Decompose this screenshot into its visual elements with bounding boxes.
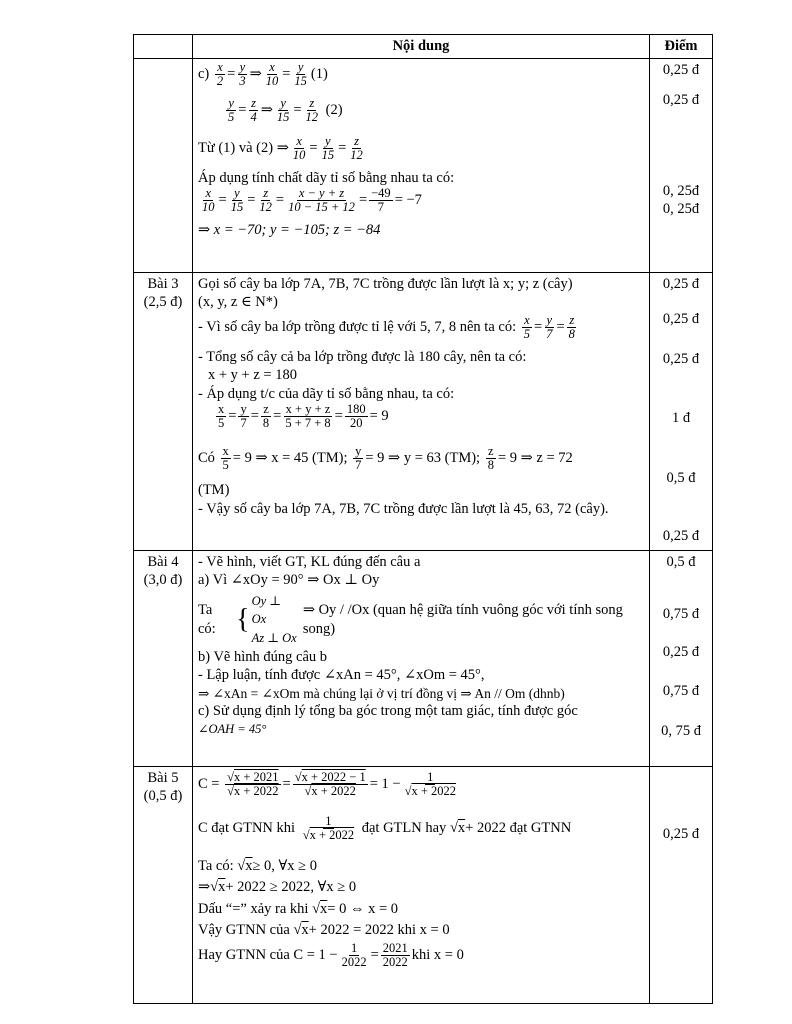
system-line: Ta có: { Oy ⊥ Ox Az ⊥ Ox ⇒ Oy / /Ox (quan hệ giữa tính vuông góc với tính song song): [198, 593, 623, 646]
text-line: ⇒ x = −70; y = −105; z = −84: [198, 222, 381, 239]
text-line: (TM): [198, 482, 230, 499]
row-bai-5: [134, 766, 713, 1003]
points-cell: 0,5 đ 0,75 đ 0,25 đ 0,75 đ 0, 75 đ: [650, 550, 713, 766]
eq-line: C đạt GTNN khi $\frac{1}{√x + 2022}$ đạt GTLN hay √x+ 2022 đạt GTNN: [198, 813, 572, 842]
eq-line: Có $\frac{x}{5}$ = 9 ⇒ x = 45 (TM); $\frac{y}{7}$ = 9 ⇒ y = 63 (TM); $\frac{z}{8}$ = 9 ⇒ z = 72: [198, 444, 573, 473]
text-line: - Vẽ hình, viết GT, KL đúng đến câu a: [198, 553, 421, 570]
points-cell: 0,25 đ 0,25 đ 0, 25đ 0, 25đ: [650, 58, 713, 272]
text-line: - Áp dụng t/c của dãy tỉ số bằng nhau, ta có:: [198, 385, 455, 402]
text-line: ⇒ ∠xAn = ∠xOm mà chúng lại ở vị trí đồng vị ⇒ An // Om (dhnb): [198, 685, 565, 701]
row-bai-3: [134, 272, 713, 550]
text-line: Dấu “=” xảy ra khi √x= 0 ⇔ x = 0: [198, 900, 399, 917]
eq-line: C = $\frac{√x + 2021}{√x + 2022}$ = $\frac{√x + 2022 - 1}{√x + 2022}$ = 1 − $\frac{1}{√x + 2022}$: [198, 769, 457, 798]
row-part-c: [134, 58, 713, 272]
header-points: Điểm: [650, 35, 713, 59]
eq-line: $\frac{x}{5}$ = $\frac{y}{7}$ = $\frac{z}{8}$ = $\frac{x + y + z}{5 + 7 + 8}$ = $\frac{180}{20}$ = 9: [218, 402, 389, 431]
text-line: Vậy GTNN của √x+ 2022 = 2022 khi x = 0: [198, 922, 450, 939]
text-line: x + y + z = 180: [208, 367, 297, 384]
eq-line: - Vì số cây ba lớp trồng được tỉ lệ với 5, 7, 8 nên ta có: $\frac{x}{5}$ = $\frac{y}{7}$ = $\frac{z}{8}$: [198, 312, 575, 341]
text-line: Gọi số cây ba lớp 7A, 7B, 7C trồng được lần lượt là x; y; z (cây): [198, 275, 573, 292]
row-bai-4: [134, 550, 713, 766]
points-cell: 0,25 đ 0,25 đ 0,25 đ 1 đ 0,5 đ 0,25 đ: [650, 272, 713, 550]
row-label: Bài 3 (2,5 đ): [134, 272, 193, 550]
content-cell: [193, 58, 650, 272]
eq-line-2: $\frac{y}{5}$ = $\frac{z}{4}$ ⇒ $\frac{y}{15}$ = $\frac{z}{12}$ (2): [228, 95, 343, 124]
text-line: - Vậy số cây ba lớp 7A, 7B, 7C trồng được lần lượt là 45, 63, 72 (cây).: [198, 500, 609, 517]
text-line: c) Sử dụng định lý tổng ba góc trong một tam giác, tính được góc: [198, 703, 578, 720]
content-cell: [193, 272, 650, 550]
eq-line-5: $\frac{x}{10}$ = $\frac{y}{15}$ = $\frac{z}{12}$ = $\frac{x - y + z}{10 - 15 + 12}$ = $\frac{-49}{7}$ = −7: [202, 186, 422, 215]
content-cell: [193, 550, 650, 766]
text-line: b) Vẽ hình đúng câu b: [198, 648, 327, 665]
row-label: Bài 5 (0,5 đ): [134, 766, 193, 1003]
text-line: ∠OAH = 45°: [198, 721, 267, 736]
row-label: [134, 58, 193, 272]
eq-line: Hay GTNN của C = 1 − $\frac{1}{2022}$ = $\frac{2021}{2022}$ khi x = 0: [198, 940, 464, 969]
eq-line-1: c) $\frac{x}{2}$ = $\frac{y}{3}$ ⇒ $\frac{x}{10}$ = $\frac{y}{15}$ (1): [198, 59, 328, 88]
text-line: (x, y, z ∈ N*): [198, 294, 278, 311]
content-cell: [193, 766, 650, 1003]
text-line: ⇒√x+ 2022 ≥ 2022, ∀x ≥ 0: [198, 879, 357, 896]
header-row: [134, 35, 713, 59]
text-line: - Tổng số cây cả ba lớp trồng được là 180 cây, nên ta có:: [198, 348, 527, 365]
row-label: Bài 4 (3,0 đ): [134, 550, 193, 766]
text-line: Ta có: √x≥ 0, ∀x ≥ 0: [198, 857, 318, 874]
text-line: - Lập luận, tính được ∠xAn = 45°, ∠xOm = 45°,: [198, 667, 485, 684]
eq-line-3: Từ (1) và (2) ⇒ $\frac{x}{10}$ = $\frac{y}{15}$ = $\frac{z}{12}$: [198, 133, 363, 162]
points-cell: 0,25 đ: [650, 766, 713, 1003]
header-content: Nội dung: [193, 35, 650, 59]
header-col1: [134, 35, 193, 59]
grading-table: [133, 34, 713, 1004]
text-line: Áp dụng tính chất dãy tỉ số bằng nhau ta có:: [198, 169, 455, 186]
text-line: a) Vì ∠xOy = 90° ⇒ Ox ⊥ Oy: [198, 572, 380, 589]
